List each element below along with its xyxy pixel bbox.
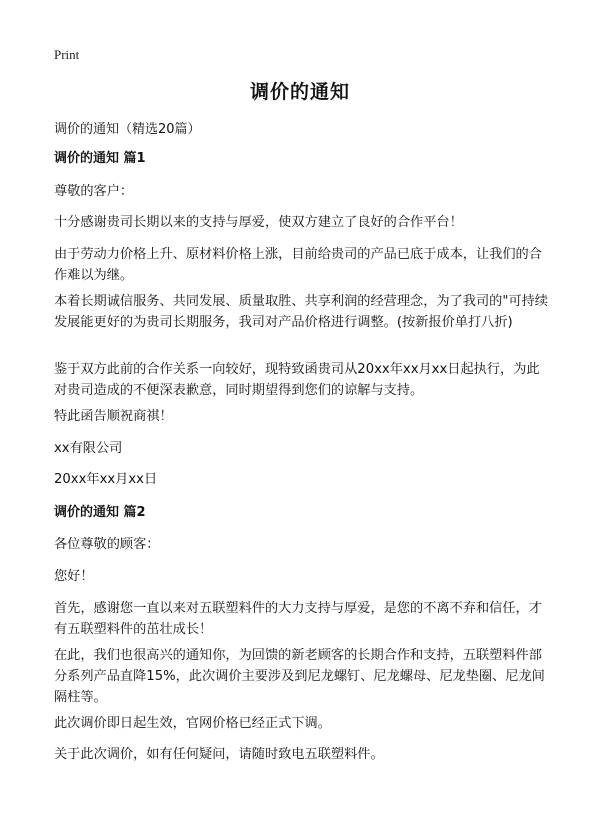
paragraph: 鉴于双方此前的合作关系一向较好，现特致函贵司从20xx年xx月xx日起执行，为此对贵司造成的不便深表歉意，同时期望得到您们的谅解与支持。 <box>54 362 540 398</box>
document-subtitle: 调价的通知（精选20篇） <box>54 122 201 137</box>
paragraph: 特此函告顺祝商祺！ <box>54 409 173 424</box>
paragraph: 本着长期诚信服务、共同发展、质量取胜、共享利润的经营理念，为了我司的"可持续发展能更好的为贵司长期服务，我司对产品价格进行调整。(按新报价单打八折) <box>54 294 548 330</box>
paragraph: 十分感谢贵司长期以来的支持与厚爱，使双方建立了良好的合作平台！ <box>54 215 463 230</box>
print-label: Print <box>54 47 80 62</box>
paragraph: 关于此次调价，如有任何疑问，请随时致电五联塑料件。 <box>54 747 384 762</box>
paragraph: 在此，我们也很高兴的通知你，为回馈的新老顾客的长期合作和支持，五联塑料件部分系列产品直降15%，此次调价主要涉及到尼龙螺钉、尼龙螺母、尼龙垫圈、尼龙间隔柱等。 <box>54 648 545 705</box>
paragraph: 此次调价即日起生效，官网价格已经正式下调。 <box>54 716 331 731</box>
paragraph: 首先，感谢您一直以来对五联塑料件的大力支持与厚爱，是您的不离不弃和信任，才有五联塑料件的茁壮成长！ <box>54 601 542 637</box>
date-line: 20xx年xx月xx日 <box>54 472 158 487</box>
paragraph: 尊敬的客户： <box>54 184 134 199</box>
paragraph: 由于劳动力价格上升、原材料价格上涨，目前给贵司的产品已底于成本，让我们的合作难以为继。 <box>54 247 542 283</box>
section-heading-1: 调价的通知 篇1 <box>54 151 146 166</box>
document-title: 调价的通知 <box>249 81 350 103</box>
paragraph: 各位尊敬的顾客： <box>54 537 160 552</box>
company-name: xx有限公司 <box>54 441 123 456</box>
section-heading-2: 调价的通知 篇2 <box>54 505 146 520</box>
paragraph: 您好！ <box>54 569 94 584</box>
